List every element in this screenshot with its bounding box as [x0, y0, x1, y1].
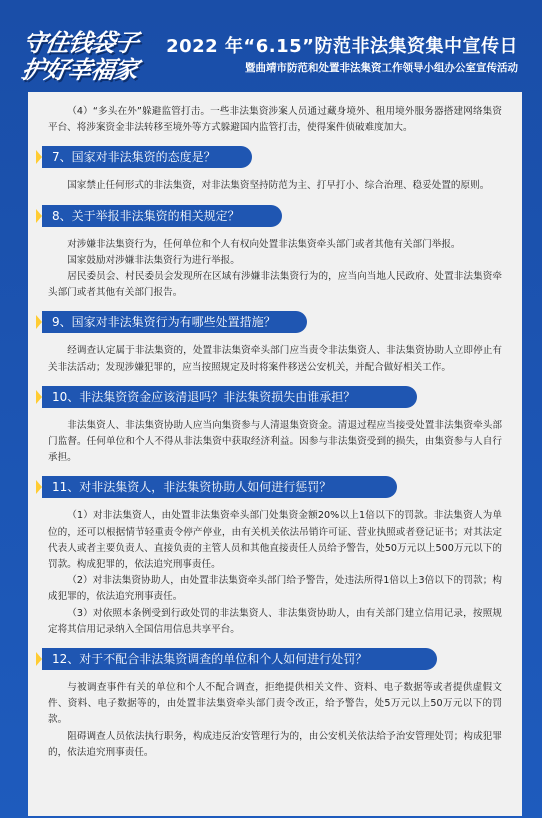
paragraph: 居民委员会、村民委员会发现所在区域有涉嫌非法集资行为的，应当向当地人民政府、处置非法集资牵头部门或者其他有关部门报告。	[48, 271, 502, 299]
question-title: 9、国家对非法集资行为有哪些处置措施？	[52, 315, 276, 330]
paragraph: 对涉嫌非法集资行为，任何单位和个人有权向处置非法集资牵头部门或者其他有关部门举报。	[67, 238, 461, 250]
question-header-8	[36, 205, 514, 227]
content-panel	[28, 92, 522, 816]
paragraph: （1）对非法集资人，由处置非法集资牵头部门处集资金额20%以上1倍以下的罚款。非法集资人为单位的，还可以根据情节轻重责令停产停业，由有关机关依法吊销许可证、营业执照或者登记证书；对其法定代表人或者主要负责人、直接负责的主管人员和其他直接责任人员给予警告，处50万元以上500万元以下的罚款。构成犯罪的，依法追究刑事责任。	[48, 510, 502, 571]
paragraph: 非法集资人、非法集资协助人应当向集资参与人清退集资资金。清退过程应当接受处置非法集资牵头部门监督。任何单位和个人不得从非法集资中获取经济利益。因参与非法集资受到的损失，由集资参与人自行承担。	[48, 419, 502, 464]
question-title: 7、国家对非法集资的态度是？	[52, 150, 216, 165]
paragraph: 经调查认定属于非法集资的，处置非法集资牵头部门应当责令非法集资人、非法集资协助人立即停止有关非法活动；发现涉嫌犯罪的，应当按照规定及时将案件移送公安机关，并配合做好相关工作。	[48, 345, 502, 373]
paragraph: 国家禁止任何形式的非法集资，对非法集资坚持防范为主、打早打小、综合治理、稳妥处置的原则。	[67, 180, 490, 192]
paragraph: 国家鼓励对涉嫌非法集资行为进行举报。	[67, 254, 240, 266]
paragraph: （2）对非法集资协助人，由处置非法集资牵头部门给予警告，处违法所得1倍以上3倍以下的罚款；构成犯罪的，依法追究刑事责任。	[48, 575, 502, 603]
header	[0, 0, 542, 92]
question-header-12	[36, 648, 514, 670]
question-title: 8、关于举报非法集资的相关规定？	[52, 208, 240, 223]
question-title: 12、对于不配合非法集资调查的单位和个人如何进行处罚？	[52, 652, 368, 667]
paragraph: 阻碍调查人员依法执行职务，构成违反治安管理行为的，由公安机关依法给予治安管理处罚；构成犯罪的，依法追究刑事责任。	[48, 730, 502, 758]
question-title: 11、对非法集资人，非法集资协助人如何进行惩罚？	[52, 480, 332, 495]
question-header-10	[36, 386, 514, 408]
question-header-7	[36, 146, 514, 168]
paragraph: （3）对依照本条例受到行政处罚的非法集资人、非法集资协助人，由有关部门建立信用记录，按照规定将其信用记录纳入全国信用信息共享平台。	[48, 607, 502, 635]
paragraph: 与被调查事件有关的单位和个人不配合调查，拒绝提供相关文件、资料、电子数据等或者提供虚假文件、资料、电子数据等的，由处置非法集资牵头部门责令改正，给予警告，处5万元以上50万元以下的罚款。	[48, 682, 502, 726]
question-header-11	[36, 476, 514, 498]
page-title: 2022 年“6.15”防范非法集资集中宣传日	[166, 36, 518, 57]
question-header-9	[36, 311, 514, 333]
slogan-logo	[15, 30, 185, 86]
question-title: 10、非法集资资金应该清退吗？非法集资损失由谁承担？	[52, 389, 356, 404]
page-subtitle: 暨曲靖市防范和处置非法集资工作领导小组办公室宣传活动	[245, 62, 518, 74]
paragraph: （4）“多头在外”躲避监管打击。一些非法集资涉案人员通过藏身境外、租用境外服务器搭建网络集资平台、将涉案资金非法转移至境外等方式躲避国内监管打击，使得案件侦破难度加大。	[48, 106, 502, 134]
slogan-line-1: 守住钱袋子	[20, 29, 141, 57]
slogan-line-2: 护好幸福家	[19, 56, 140, 84]
